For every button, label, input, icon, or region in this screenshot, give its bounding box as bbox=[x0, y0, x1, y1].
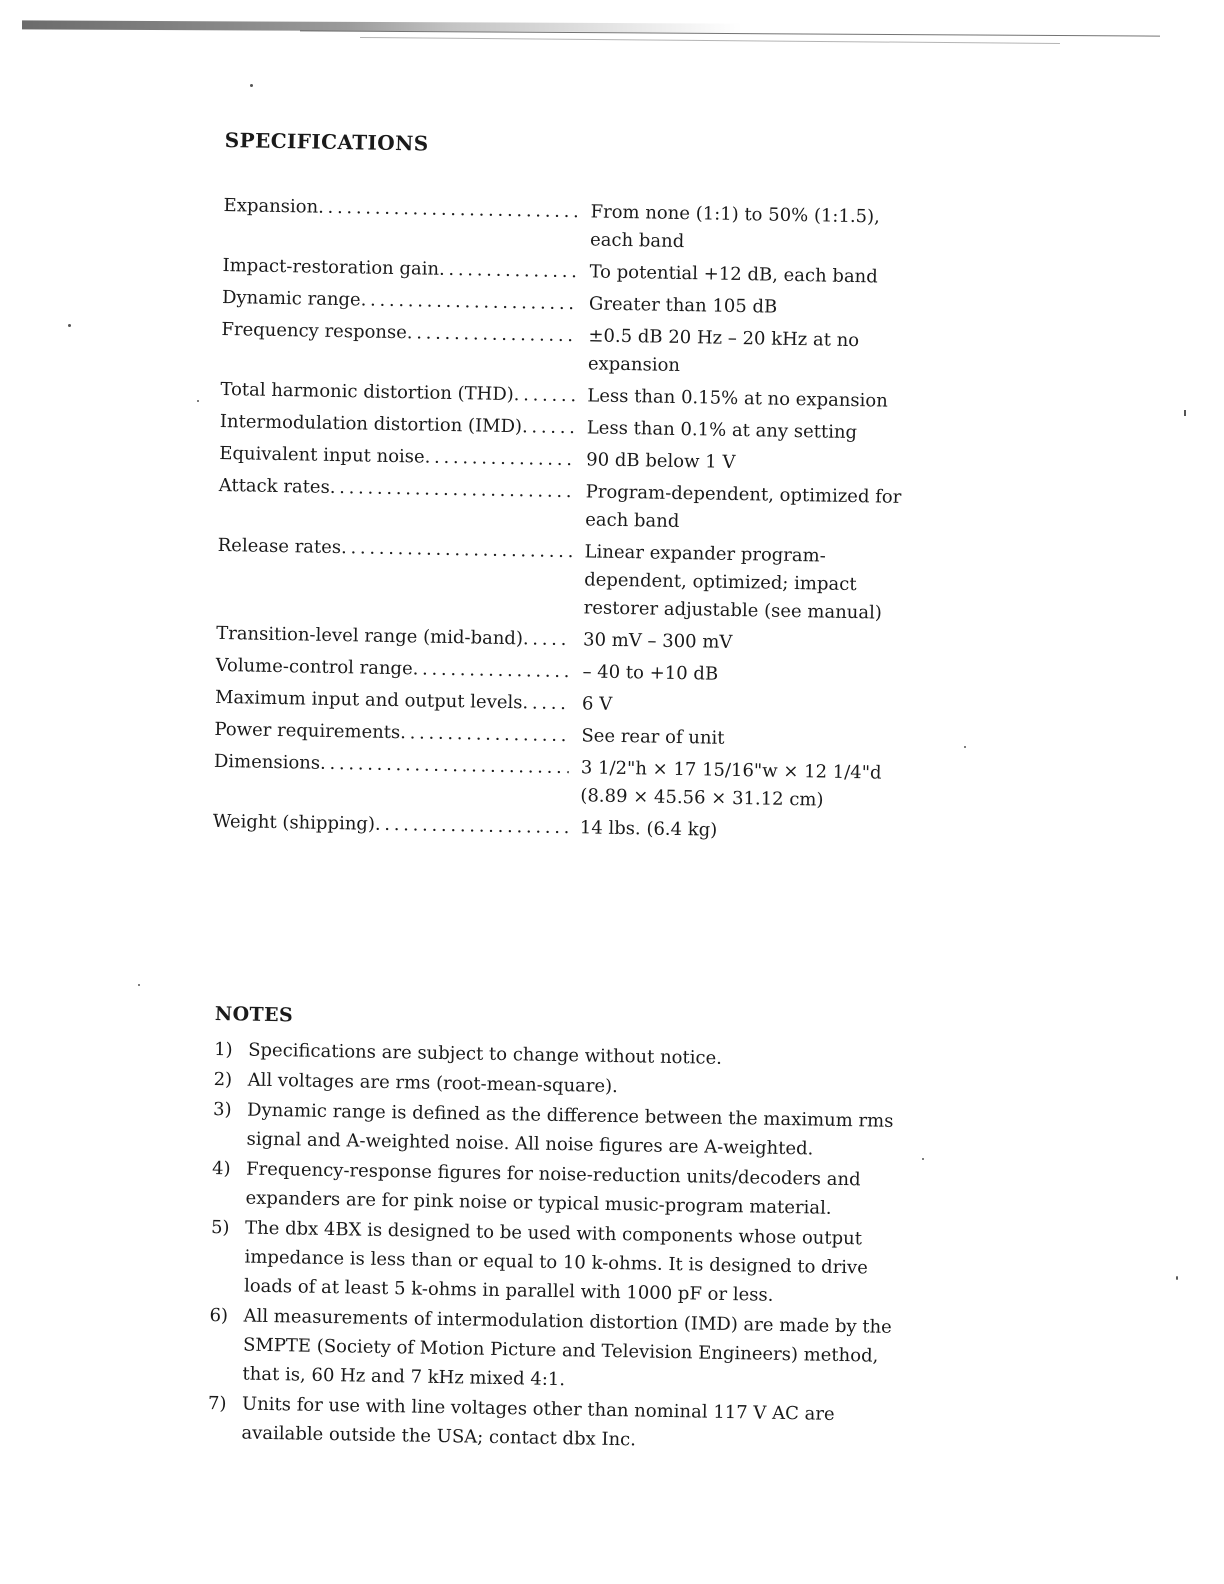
spec-value: 3 1/2"h × 17 15/16"w × 12 1/4"d (8.89 × 45.56 × 31.12 cm) bbox=[580, 757, 882, 811]
spec-label bbox=[221, 316, 576, 350]
leader-dots bbox=[318, 194, 579, 227]
spec-label bbox=[219, 472, 574, 506]
spec-label-text: Transition-level range (mid-band) bbox=[215, 622, 524, 650]
note-text: The dbx 4BX is designed to be used with components whose output impedance is less than or equal to 10 k-ohms. It is designed to drive loads of at least 5 k-ohms in parallel with 1000 pF or less. bbox=[243, 1217, 869, 1306]
note-item bbox=[212, 1095, 903, 1165]
note-item bbox=[210, 1213, 901, 1312]
note-number: 1) bbox=[214, 1038, 233, 1061]
scan-speck bbox=[922, 1158, 924, 1160]
note-number: 7) bbox=[207, 1392, 227, 1415]
leader-dots bbox=[412, 655, 570, 686]
leader-dots bbox=[320, 750, 569, 782]
leader-dots bbox=[424, 444, 574, 475]
spec-label-text: Power requirements bbox=[214, 718, 401, 744]
spec-value: See rear of unit bbox=[581, 725, 725, 749]
spec-value: Linear expander program-dependent, optimized; impact restorer adjustable (see manual) bbox=[583, 541, 883, 624]
note-text: All measurements of intermodulation distortion (IMD) are made by the SMPTE (Society of Motion Picture and Television Engineers) method, that is, 60 Hz and 7 kHz mixed 4:1. bbox=[242, 1305, 893, 1391]
spec-value: 14 lbs. (6.4 kg) bbox=[579, 817, 718, 841]
spec-value: ±0.5 dB 20 Hz – 20 kHz at no expansion bbox=[587, 325, 860, 376]
spec-value: Greater than 105 dB bbox=[588, 293, 778, 318]
spec-label-text: Dynamic range bbox=[221, 286, 361, 311]
scan-speck bbox=[250, 84, 253, 87]
leader-dots bbox=[330, 474, 574, 506]
specifications-heading: SPECIFICATIONS bbox=[224, 128, 429, 156]
specifications-section bbox=[213, 128, 945, 852]
spec-label bbox=[213, 808, 568, 842]
scan-speck bbox=[197, 400, 199, 402]
note-text: Specifications are subject to change without notice. bbox=[248, 1039, 723, 1069]
spec-value: 90 dB below 1 V bbox=[586, 449, 736, 473]
note-number: 5) bbox=[210, 1216, 230, 1239]
spec-label bbox=[222, 284, 577, 318]
spec-label-text: Intermodulation distortion (IMD) bbox=[219, 410, 523, 438]
note-item bbox=[208, 1301, 899, 1400]
spec-value: To potential +12 dB, each band bbox=[589, 261, 878, 288]
leader-dots bbox=[407, 319, 577, 350]
notes-list bbox=[207, 1035, 904, 1459]
spec-label bbox=[216, 620, 571, 654]
spec-value: 30 mV – 300 mV bbox=[582, 629, 733, 653]
leader-dots bbox=[375, 811, 568, 842]
spec-label bbox=[217, 532, 572, 566]
spec-label bbox=[220, 408, 575, 442]
leader-dots bbox=[522, 689, 570, 718]
spec-label-text: Total harmonic distortion (THD) bbox=[220, 378, 514, 406]
spec-label-text: Attack rates bbox=[218, 474, 330, 498]
leader-dots bbox=[341, 534, 573, 566]
spec-label bbox=[215, 652, 570, 686]
spec-label-text: Volume-control range bbox=[215, 654, 413, 680]
specifications-table bbox=[213, 192, 944, 848]
note-text: Dynamic range is defined as the difference between the maximum rms signal and A-weighted noise. All noise figures are A-weighted. bbox=[246, 1099, 894, 1160]
spec-label-text: Equivalent input noise bbox=[219, 442, 425, 468]
leader-dots bbox=[360, 286, 577, 318]
notes-heading: NOTES bbox=[214, 1003, 294, 1027]
spec-label-text: Weight (shipping) bbox=[212, 810, 376, 835]
note-number: 3) bbox=[212, 1098, 232, 1121]
spec-label-text: Expansion bbox=[223, 194, 319, 218]
scan-speck bbox=[1176, 1276, 1178, 1280]
spec-row bbox=[221, 316, 942, 385]
spec-label bbox=[214, 748, 569, 782]
spec-label bbox=[220, 376, 575, 410]
notes-section bbox=[207, 1003, 905, 1460]
scan-speck bbox=[138, 984, 140, 986]
note-item bbox=[211, 1154, 902, 1224]
spec-row bbox=[218, 472, 939, 541]
leader-dots bbox=[522, 413, 575, 442]
note-number: 2) bbox=[213, 1068, 233, 1091]
spec-label-text: Release rates bbox=[217, 534, 342, 559]
spec-label-text: Impact-restoration gain bbox=[222, 254, 440, 280]
note-number: 4) bbox=[211, 1157, 231, 1180]
note-text: Units for use with line voltages other than nominal 117 V AC are available outside the USA; contact dbx Inc. bbox=[241, 1393, 835, 1451]
spec-label bbox=[223, 192, 578, 226]
note-item bbox=[207, 1389, 898, 1459]
spec-label bbox=[215, 684, 570, 718]
spec-value: From none (1:1) to 50% (1:1.5), each band bbox=[589, 201, 881, 253]
leader-dots bbox=[439, 256, 578, 286]
note-text: All voltages are rms (root-mean-square). bbox=[247, 1069, 619, 1098]
spec-row bbox=[216, 532, 937, 629]
spec-label-text: Maximum input and output levels bbox=[214, 686, 523, 714]
spec-value: Program-dependent, optimized for each band bbox=[585, 481, 902, 532]
spec-value: – 40 to +10 dB bbox=[582, 661, 719, 685]
scan-speck bbox=[964, 746, 966, 748]
spec-label-text: Dimensions bbox=[213, 750, 321, 774]
spec-label bbox=[222, 252, 577, 286]
spec-value: 6 V bbox=[581, 693, 613, 715]
note-number: 6) bbox=[209, 1304, 229, 1327]
spec-label-text: Frequency response bbox=[221, 318, 408, 344]
scan-artifact-line bbox=[360, 37, 1060, 44]
spec-row bbox=[223, 192, 944, 261]
leader-dots bbox=[400, 719, 570, 750]
leader-dots bbox=[514, 381, 576, 410]
note-text: Frequency-response figures for noise-reduction units/decoders and expanders are for pink noise or typical music-program material. bbox=[245, 1158, 861, 1219]
spec-value: Less than 0.15% at no expansion bbox=[587, 385, 889, 412]
leader-dots bbox=[523, 625, 572, 654]
spec-label bbox=[219, 440, 574, 474]
spec-row bbox=[213, 748, 934, 817]
spec-label bbox=[214, 716, 569, 750]
scan-speck bbox=[68, 324, 71, 327]
spec-value: Less than 0.1% at any setting bbox=[586, 417, 858, 444]
scan-speck bbox=[1184, 410, 1186, 416]
